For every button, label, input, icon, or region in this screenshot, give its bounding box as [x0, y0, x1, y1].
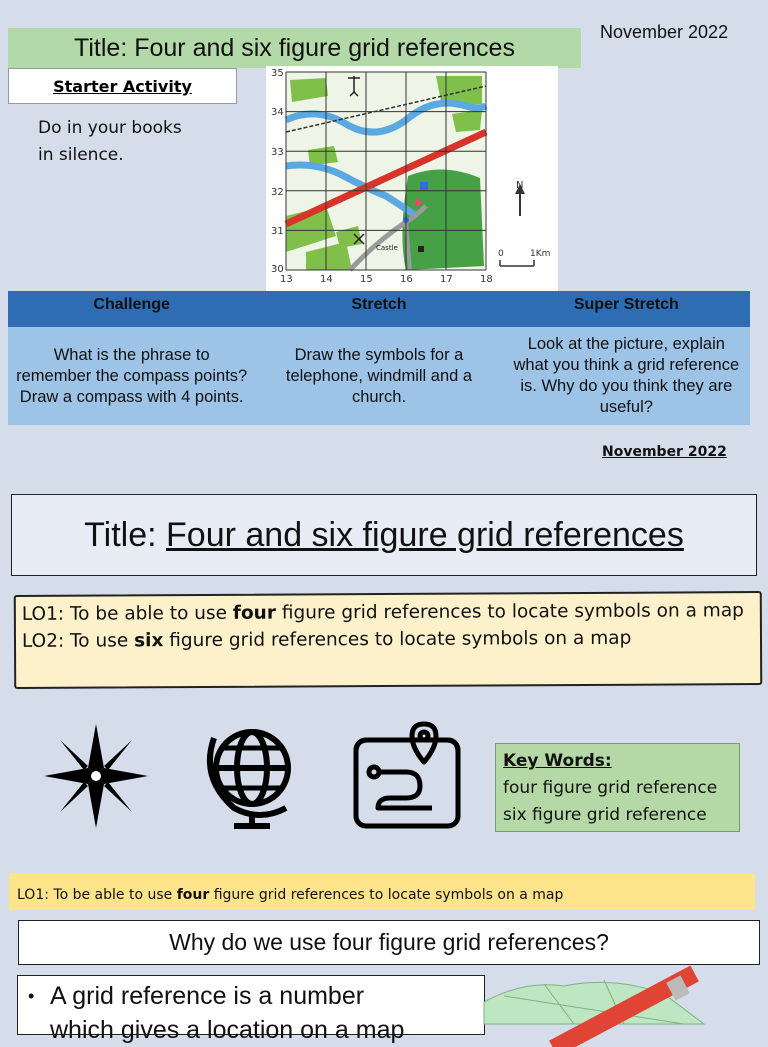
map-x-label: 15 [360, 274, 373, 285]
starter-instruction: Do in your books in silence. [38, 118, 182, 165]
map-x-label: 17 [440, 274, 453, 285]
map-clipart-image [484, 972, 704, 1024]
lo2-line [22, 624, 754, 655]
lo2-bold: six [134, 630, 164, 652]
scale-bar [500, 260, 534, 266]
map-y-label: 30 [271, 264, 284, 275]
learning-objectives-box [14, 591, 762, 689]
map-y-label: 35 [271, 68, 284, 79]
lo1-start: LO1: To be able to use [21, 602, 233, 625]
header-super-stretch: Super Stretch [573, 296, 679, 313]
scale-start: 0 [498, 249, 504, 259]
treasure-map-icon [350, 718, 464, 839]
map-y-label: 33 [271, 147, 284, 158]
header-challenge: Challenge [93, 296, 170, 313]
lo1-line [22, 597, 754, 628]
lo1-start: LO1: To be able to use [17, 887, 177, 903]
title-prefix: Title: [84, 516, 167, 554]
cell-stretch: Draw the symbols for a telephone, windmill and a church. [285, 345, 473, 406]
lo1-strip [9, 873, 755, 910]
bullet-line [28, 1013, 474, 1047]
key-words-heading: Key Words: [503, 751, 612, 771]
map-y-label: 32 [271, 187, 284, 198]
grid-map [266, 66, 558, 292]
north-label: N [516, 180, 524, 191]
map-x-label: 16 [400, 274, 413, 285]
title-text: Four and six figure grid references [134, 34, 515, 62]
bullet-text-box [17, 975, 485, 1044]
title-prefix: Title: [74, 34, 135, 62]
scale-end: 1Km [530, 249, 551, 259]
map-castle-label: Castle [376, 244, 398, 252]
key-word-item: six figure grid reference [503, 805, 707, 825]
question-box: Why do we use four figure grid references? [18, 920, 760, 965]
starter-activity-text: Starter Activity [53, 77, 192, 96]
globe-icon [204, 718, 300, 839]
map-y-label: 34 [271, 107, 284, 118]
title-text: Four and six figure grid references [166, 516, 684, 554]
slide2-title [11, 494, 757, 576]
bullet-line: • A grid reference is a number [28, 982, 365, 1010]
bullet-line-1: A grid reference is a number [50, 982, 365, 1010]
lo2-start: LO2: To use [21, 630, 135, 652]
map-x-label: 18 [480, 274, 493, 285]
cell-super-stretch: Look at the picture, explain what you think a grid reference is. Why do you think they are useful? [513, 335, 740, 416]
compass-rose-icon [40, 718, 152, 839]
key-word-item: four figure grid reference [503, 778, 718, 798]
table-header-row [8, 291, 750, 327]
map-x-label: 14 [320, 274, 333, 285]
lo1-end: figure grid references to locate symbols on a map [209, 887, 564, 903]
slide1-date: November 2022 [600, 22, 729, 42]
map-y-label: 31 [271, 226, 284, 237]
lo1-end: figure grid references to locate symbols on a map [275, 600, 744, 624]
map-x-label: 13 [280, 274, 293, 285]
slide1-title [8, 28, 581, 68]
header-stretch: Stretch [351, 296, 407, 313]
cell-challenge: What is the phrase to remember the compass points? Draw a compass with 4 points. [16, 345, 248, 406]
slide2-date: November 2022 [602, 444, 727, 460]
lo2-end: figure grid references to locate symbols on a map [163, 627, 632, 652]
lo1-bold: four [232, 602, 276, 624]
bullet-line-2: which gives a location on a map [50, 1016, 405, 1044]
lo1-bold: four [176, 887, 210, 903]
starter-activity-label [8, 68, 237, 104]
key-words-box [495, 743, 740, 832]
table-body-row [8, 327, 750, 425]
challenge-table [8, 291, 750, 425]
